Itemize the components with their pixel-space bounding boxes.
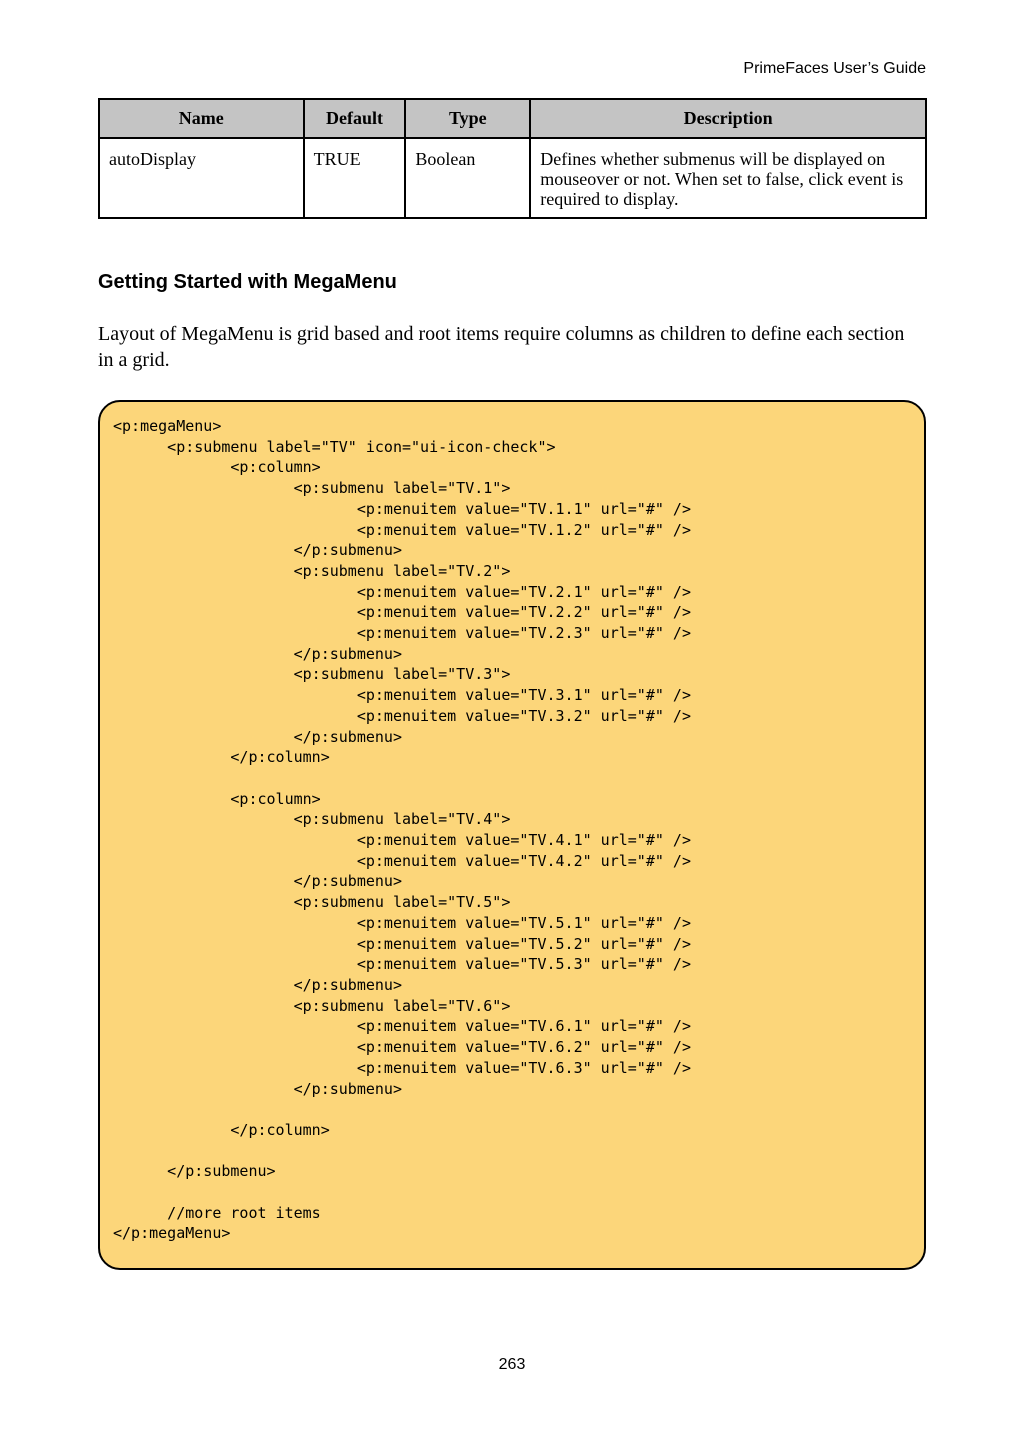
cell-name: autoDisplay bbox=[99, 138, 304, 218]
cell-type: Boolean bbox=[405, 138, 530, 218]
table-row bbox=[99, 138, 926, 218]
column-header-name: Name bbox=[99, 99, 304, 138]
running-header: PrimeFaces User’s Guide bbox=[743, 60, 926, 77]
section-heading: Getting Started with MegaMenu bbox=[98, 271, 397, 293]
column-header-default: Default bbox=[304, 99, 406, 138]
column-header-description: Description bbox=[530, 99, 926, 138]
page-number: 263 bbox=[498, 1356, 526, 1373]
table-header-row bbox=[99, 99, 926, 138]
cell-default: TRUE bbox=[304, 138, 406, 218]
cell-description: Defines whether submenus will be displayed on mouseover or not. When set to false, click event is required to display. bbox=[530, 138, 926, 218]
code-listing: <p:megaMenu> <p:submenu label="TV" icon="ui-icon-check"> <p:column> <p:submenu label="TV.1"> <p:menuitem value="TV.1.1" url="#" /> <p:menuitem value="TV.1.2" url="#" /> </p:submenu> <p:submenu label="TV.2"> <p:menuitem value="TV.2.1" url="#" /> <p:menuitem value="TV.2.2" url="#" /> <p:menuitem value="TV.2.3" url="#" /> </p:submenu> <p:submenu label="TV.3"> <p:menuitem value="TV.3.1" url="#" /> <p:menuitem value="TV.3.2" url="#" /> </p:submenu> </p:column> <p:column> <p:submenu label="TV.4"> <p:menuitem value="TV.4.1" url="#" /> <p:menuitem value="TV.4.2" url="#" /> </p:submenu> <p:submenu label="TV.5"> <p:menuitem value="TV.5.1" url="#" /> <p:menuitem value="TV.5.2" url="#" /> <p:menuitem value="TV.5.3" url="#" /> </p:submenu> <p:submenu label="TV.6"> <p:menuitem value="TV.6.1" url="#" /> <p:menuitem value="TV.6.2" url="#" /> <p:menuitem value="TV.6.3" url="#" /> </p:submenu> </p:column> </p:submenu> //more root items </p:megaMenu> bbox=[113, 417, 691, 1243]
column-header-type: Type bbox=[405, 99, 530, 138]
body-paragraph: Layout of MegaMenu is grid based and root items require columns as children to define each section in a grid. bbox=[98, 323, 905, 371]
attributes-table bbox=[98, 98, 927, 219]
